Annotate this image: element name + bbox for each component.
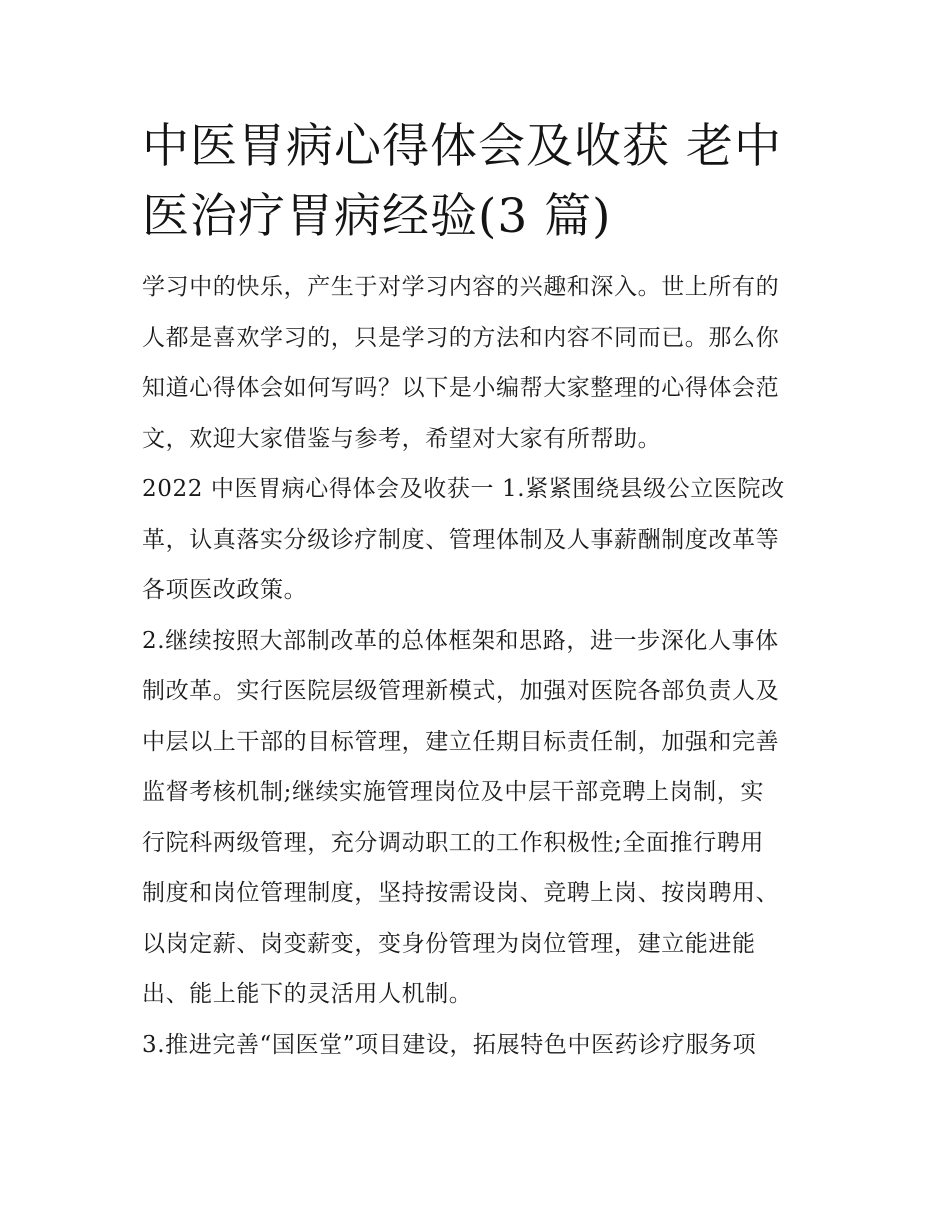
paragraph-item-1 bbox=[142, 464, 814, 616]
text-line: 出、能上能下的灵活用人机制。 bbox=[142, 981, 473, 1007]
text-line: 以岗定薪、岗变薪变，变身份管理为岗位管理，建立能进能 bbox=[142, 930, 756, 957]
title-line: 中医胃病心得体会及收获 老中 bbox=[142, 119, 782, 174]
text-line: 文，欢迎大家借鉴与参考，希望对大家有所帮助。 bbox=[142, 425, 662, 452]
text-line: 监督考核机制;继续实施管理岗位及中层干部竞聘上岗制，实 bbox=[142, 779, 764, 805]
text-line: 中层以上干部的目标管理，建立任期目标责任制，加强和完善 bbox=[142, 728, 780, 755]
paragraph-item-2 bbox=[142, 616, 814, 1020]
text-line: 制度和岗位管理制度，坚持按需设岗、竞聘上岗、按岗聘用、 bbox=[142, 880, 780, 906]
text-line: 制改革。实行医院层级管理新模式，加强对医院各部负责人及 bbox=[142, 678, 780, 704]
document-title bbox=[142, 112, 814, 252]
text-line: 知道心得体会如何写吗？以下是小编帮大家整理的心得体会范 bbox=[142, 375, 780, 401]
text-line: 3.推进完善“国医堂”项目建设，拓展特色中医药诊疗服务项 bbox=[142, 1031, 757, 1058]
document-body bbox=[142, 112, 814, 1070]
text-line: 行院科两级管理，充分调动职工的工作积极性;全面推行聘用 bbox=[142, 829, 764, 856]
text-line: 革，认真落实分级诊疗制度、管理体制及人事薪酬制度改革等 bbox=[142, 526, 780, 553]
text-line: 各项医改政策。 bbox=[142, 577, 308, 603]
text-line: 学习中的快乐，产生于对学习内容的兴趣和深入。世上所有的 bbox=[142, 274, 780, 300]
text-line: 2022 中医胃病心得体会及收获一 1.紧紧围绕县级公立医院改 bbox=[142, 476, 785, 502]
title-line: 医治疗胃病经验(3 篇) bbox=[142, 189, 612, 244]
paragraph-intro bbox=[142, 262, 814, 464]
paragraph-item-3 bbox=[142, 1020, 814, 1071]
text-line: 2.继续按照大部制改革的总体框架和思路，进一步深化人事体 bbox=[142, 627, 779, 654]
text-line: 人都是喜欢学习的，只是学习的方法和内容不同而已。那么你 bbox=[142, 324, 780, 351]
